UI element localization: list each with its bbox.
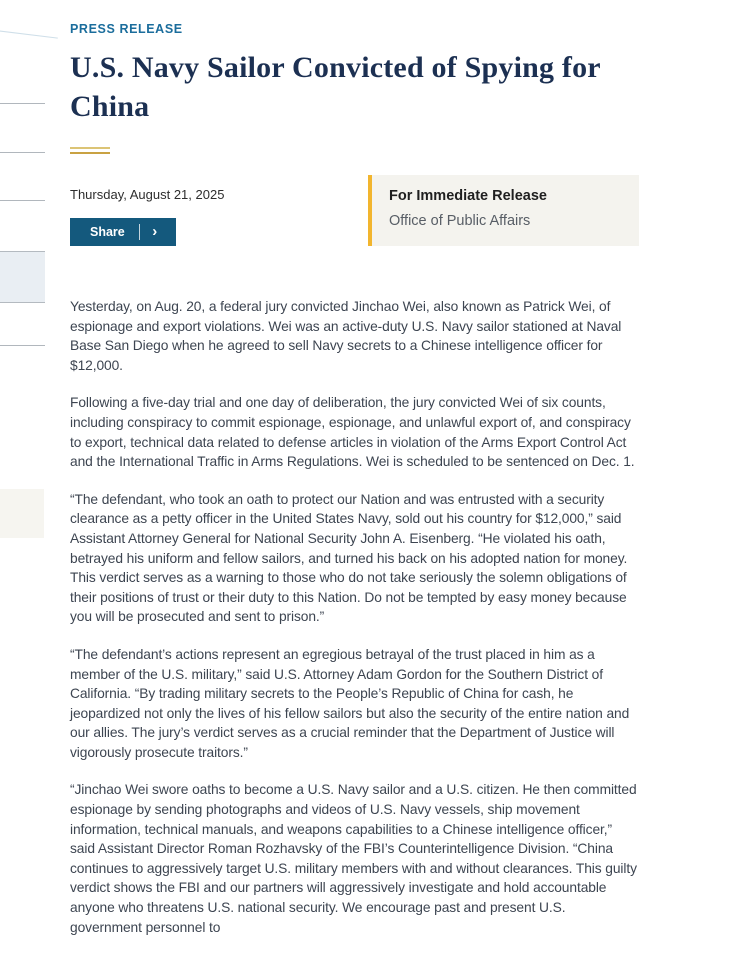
share-button-label: Share <box>90 225 125 239</box>
publication-date: Thursday, August 21, 2025 <box>70 187 225 202</box>
share-button[interactable] <box>70 218 176 246</box>
sidebar-divider <box>0 345 45 346</box>
body-paragraph: Following a five-day trial and one day of deliberation, the jury convicted Wei of six counts, including conspiracy to commit espionage, espionage, and unlawful export of, and conspiracy to export, technical data related to defense articles in violation of the Arms Export Control Act and the International Traffic in Arms Regulations. Wei is scheduled to be sentenced on Dec. 1. <box>70 395 635 470</box>
article <box>70 0 639 955</box>
body-paragraph: “The defendant, who took an oath to protect our Nation and was entrusted with a security clearance as a petty officer in the United States Navy, sold out his country for $12,000,” said Assistant Attorney General for National Security John A. Eisenberg. “He violated his oath, betrayed his uniform and fellow sailors, and turned his back on his adopted nation for money. This verdict serves as a warning to those who do not take seriously the solemn obligations of their positions of trust or their duty to this Nation. Do not be tempted by easy money because you will be prosecuted and sent to prison.” <box>70 491 628 625</box>
page-title: U.S. Navy Sailor Convicted of Spying for China <box>70 51 601 123</box>
chevron-right-icon: › <box>152 222 158 240</box>
release-box-title: For Immediate Release <box>389 188 547 204</box>
decorative-edge-line <box>0 30 58 38</box>
separator-bar <box>70 147 110 149</box>
separator-bar <box>70 152 110 154</box>
for-immediate-release-box <box>368 175 639 246</box>
sidebar-divider <box>0 200 45 201</box>
sidebar-item-highlight[interactable] <box>0 489 44 538</box>
release-box-office: Office of Public Affairs <box>389 213 531 229</box>
sidebar-divider <box>0 152 45 153</box>
press-release-kicker: PRESS RELEASE <box>70 22 183 36</box>
sidebar-divider <box>0 103 45 104</box>
meta-row <box>70 175 639 246</box>
sidebar-item-highlight[interactable] <box>0 251 45 303</box>
article-body <box>70 297 639 937</box>
body-paragraph: “The defendant’s actions represent an egregious betrayal of the trust placed in him as a member of the U.S. military,” said U.S. Attorney Adam Gordon for the Southern District of California. “By trading military secrets to the People’s Republic of China for cash, he jeopardized not only the lives of his fellow sailors but also the security of the entire nation and our allies. The jury’s verdict serves as a crucial reminder that the Department of Justice will vigorously prosecute traitors.” <box>70 646 630 760</box>
gold-separator <box>70 147 110 154</box>
body-paragraph: “Jinchao Wei swore oaths to become a U.S. Navy sailor and a U.S. citizen. He then committed espionage by sending photographs and videos of U.S. Navy vessels, ship movement information, technical manuals, and weapons capabilities to a Chinese intelligence officer,” said Assistant Director Roman Rozhavsky of the FBI’s Counterintelligence Division. “China continues to aggressively target U.S. military members with and without clearances. This guilty verdict shows the FBI and our partners will aggressively investigate and hold accountable anyone who threatens U.S. national security. We encourage past and present U.S. government personnel to <box>70 782 637 935</box>
body-paragraph: Yesterday, on Aug. 20, a federal jury convicted Jinchao Wei, also known as Patrick Wei, of espionage and export violations. Wei was an active-duty U.S. Navy sailor stationed at Naval Base San Diego when he agreed to sell Navy secrets to a Chinese intelligence officer for $12,000. <box>70 299 622 373</box>
